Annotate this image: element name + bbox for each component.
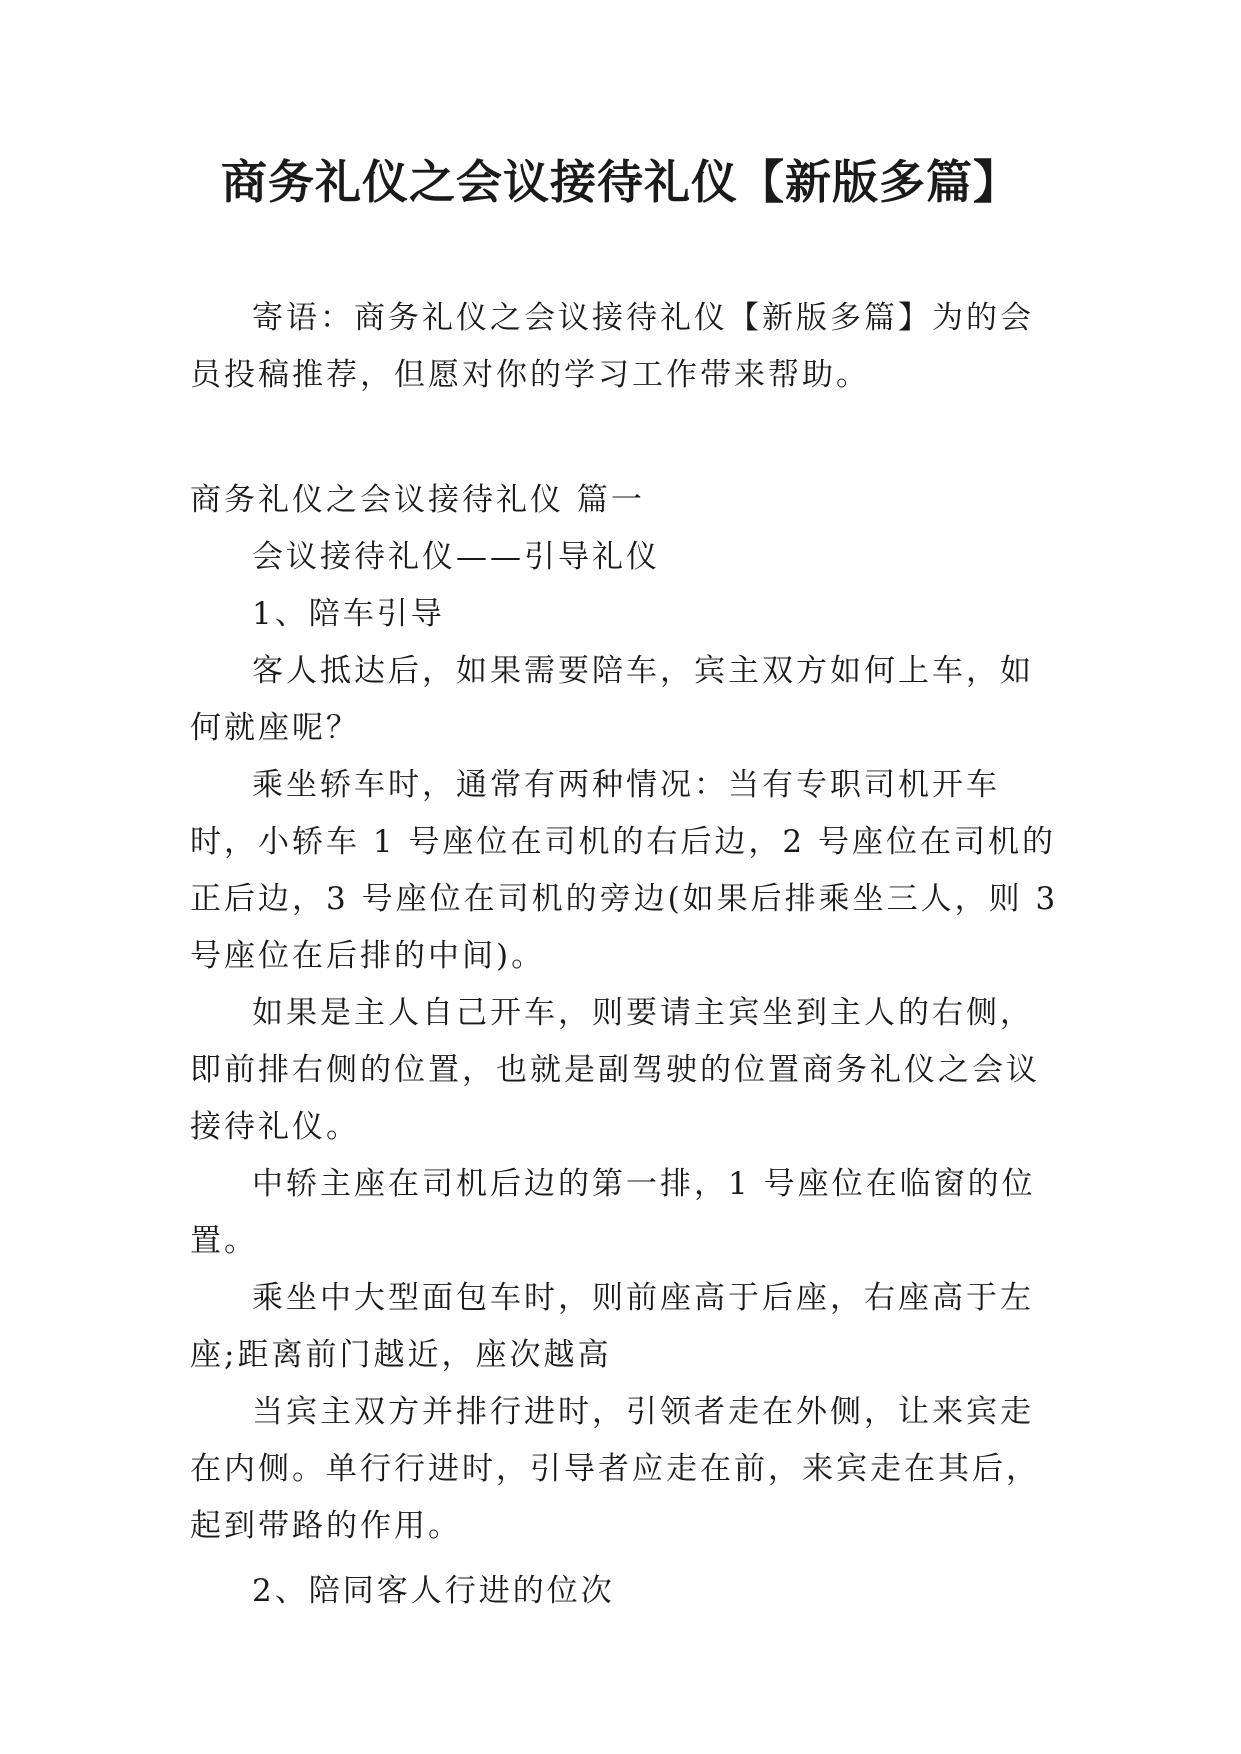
body-paragraph: 中轿主座在司机后边的第一排，1 号座位在临窗的位置。 <box>190 1166 1036 1259</box>
preface-paragraph: 寄语：商务礼仪之会议接待礼仪【新版多篇】为的会员投稿推荐，但愿对你的学习工作带来帮助。 <box>190 300 1034 393</box>
body-paragraph: 当宾主双方并排行进时，引领者走在外侧，让来宾走在内侧。单行行进时，引导者应走在前，来宾走在其后，起到带路的作用。 <box>190 1394 1040 1544</box>
body-paragraph: 乘坐轿车时，通常有两种情况：当有专职司机开车时，小轿车 1 号座位在司机的右后边，2 号座位在司机的正后边，3 号座位在司机的旁边(如果后排乘坐三人，则 3 号座位在后排的中间)。 <box>190 767 1059 974</box>
document-body <box>190 290 1060 1620</box>
section-heading: 商务礼仪之会议接待礼仪 篇一 <box>190 482 645 518</box>
body-paragraph: 乘坐中大型面包车时，则前座高于后座，右座高于左座;距离前门越近，座次越高 <box>190 1280 1034 1373</box>
body-paragraph: 如果是主人自己开车，则要请主宾坐到主人的右侧，即前排右侧的位置，也就是副驾驶的位置商务礼仪之会议接待礼仪。 <box>190 995 1040 1145</box>
document-title: 商务礼仪之会议接待礼仪【新版多篇】 <box>221 155 1020 209</box>
body-paragraph: 1、陪车引导 <box>252 596 445 632</box>
body-paragraph: 2、陪同客人行进的位次 <box>252 1573 615 1609</box>
body-paragraph: 客人抵达后，如果需要陪车，宾主双方如何上车，如何就座呢？ <box>190 653 1034 746</box>
body-paragraph: 会议接待礼仪——引导礼仪 <box>252 539 660 575</box>
